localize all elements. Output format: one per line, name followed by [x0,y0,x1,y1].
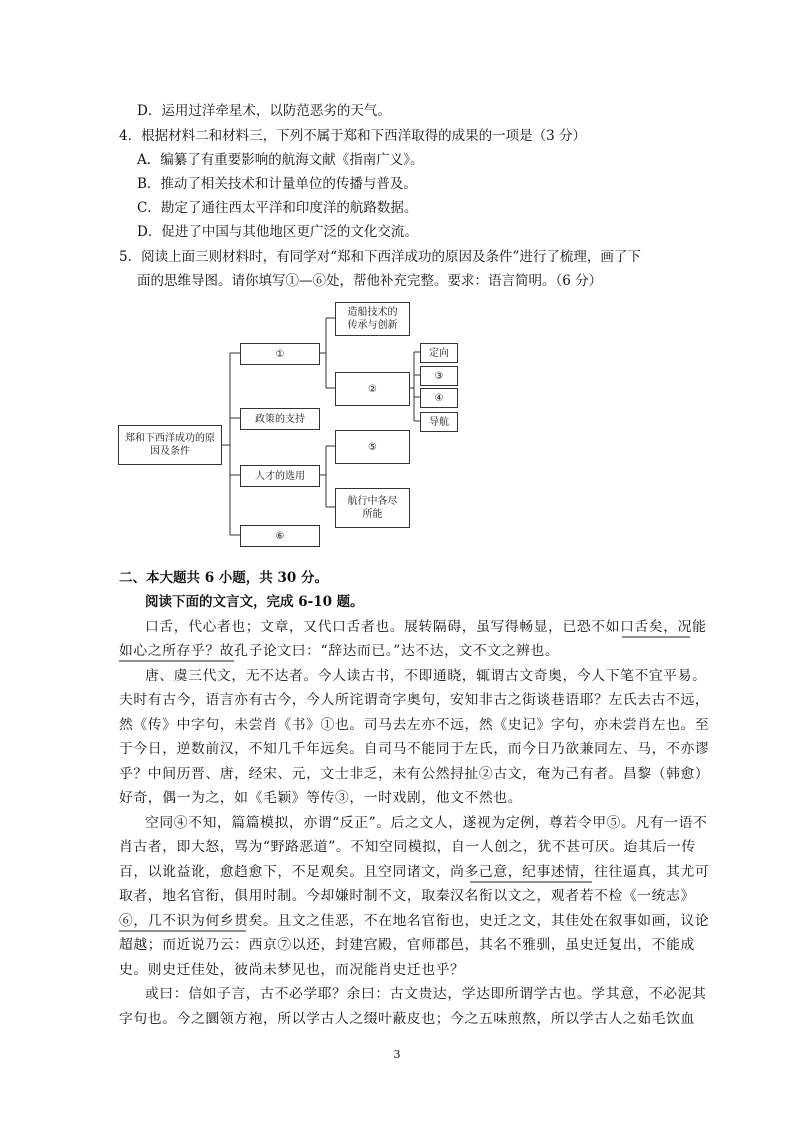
mindmap-node-1-leaf-label: 造船技术的传承与创新 [347,307,398,331]
mindmap-node-policy: 政策的支持 [240,408,320,430]
passage-line: 或曰：信如子言，古不必学耶？余曰：古文贵达，学达即所谓学古也。学其意，不必泥其 [145,986,707,1002]
passage-line: 唐、虞三代文，无不达者。今人读古书，不即通晓，辄谓古文奇奥，今人下笔不宜平易。 [145,668,707,684]
passage-line: 肖古者，即大怒，骂为“野路恶道”。不知空同模拟，自一人创之，犹不甚可厌。迨其后一传 [119,839,696,855]
section-intro: 阅读下面的文言文，完成 6-10 题。 [145,594,364,610]
passage-line: 于今日，逆数前汉，不知几千年远矣。自司马不能同于左氏，而今日乃欲兼同左、马，不亦谬 [119,741,710,757]
passage-line: 取者，地名官衔，俱用时制。今却嫌时制不文，取秦汉名衔以文之，观者若不检《一统志》 [119,888,695,904]
passage-line: 夫时有古今，语言亦有古今，今人所诧谓奇字奥句，安知非古之街谈巷语耶？左氏去古不远， [119,692,710,708]
q4-option-d: D．促进了中国与其他地区更广泛的文化交流。 [137,224,418,240]
mindmap-root-label: 郑和下西洋成功的原因及条件 [125,433,215,457]
passage-line: ⑥，几不识为何乡贯矣。且文之佳恶，不在地名官衔也，史迁之文，其佳处在叙事如画，议论 [119,913,710,929]
q5-stem-line2: 面的思维导图。请你填写①—⑥处，帮他补充完整。要求：语言简明。（6 分） [137,273,603,289]
passage-line: 百，以讹益讹，愈趋愈下，不足观矣。且空同诸文，尚多己意，纪事述情，往往逼真，其尤可 [119,864,710,880]
q4-stem: 4．根据材料二和材料三，下列不属于郑和下西洋取得的成果的一项是（3 分） [119,128,586,144]
passage-line: 超越；而近说乃云：西京⑦以还，封建宫殿，官师郡邑，其名不雅驯，虽史迁复出，不能成 [119,937,695,953]
passage-line: 空同④不知，篇篇模拟，亦谓“反正”。后之文人，遂视为定例，尊若令甲⑤。凡有一语不 [145,815,708,831]
passage-line: 然《传》中字句，未尝肖《书》①也。司马去左亦不远，然《史记》字句，亦未尝肖左也。至 [119,717,710,733]
mindmap-node-2-leaf-4: 导航 [420,412,458,432]
passage-line: 口舌，代心者也；文章，又代口舌者也。展转隔碍，虽写得畅显，已恐不如口舌矣，况能 [145,619,707,635]
mindmap-node-1: ① [240,343,320,365]
passage-line: 如心之所存乎？故孔子论文曰：“辞达而已。”达不达，文不文之辨也。 [119,643,560,659]
mindmap-node-2-leaf-1: 定向 [420,343,458,363]
q3-option-d: D．运用过洋牵星术，以防范恶劣的天气。 [137,103,391,119]
mindmap-node-talent-leaf-1: ⑤ [335,430,410,464]
mindmap-node-talent: 人才的选用 [240,465,320,487]
passage-line: 乎？中间历晋、唐，经宋、元，文士非乏，未有公然挦扯②古文，奄为己有者。昌黎（韩愈） [119,766,710,782]
page-number: 3 [393,1048,401,1061]
mindmap-node-6: ⑥ [240,525,320,547]
mindmap-node-2-leaf-2: ③ [420,366,458,386]
section-heading: 二、本大题共 6 小题，共 30 分。 [119,570,328,586]
passage-line: 字句也。今之圜领方袍，所以学古人之缀叶蔽皮也；今之五味煎熬，所以学古人之茹毛饮血 [119,1011,695,1027]
passage-line: 史。则史迁佳处，彼尚未梦见也，而况能肖史迁也乎？ [119,962,465,978]
mindmap-node-2-leaf-3: ④ [420,388,458,408]
q4-option-a: A．编纂了有重要影响的航海文献《指南广义》。 [137,152,424,168]
passage-line: 好奇，偶一为之，如《毛颖》等传③，一时戏剧，他文不然也。 [119,790,523,806]
q4-option-c: C．勘定了通往西太平洋和印度洋的航路数据。 [137,200,418,216]
q5-stem-line1: 5．阅读上面三则材料时，有同学对“郑和下西洋成功的原因及条件”进行了梳理，画了下 [119,249,641,265]
mindmap-node-talent-leaf-2-label: 航行中各尽所能 [347,496,398,520]
q4-option-b: B．推动了相关技术和计量单位的传播与普及。 [137,176,417,192]
mindmap-node-2: ② [335,372,410,406]
